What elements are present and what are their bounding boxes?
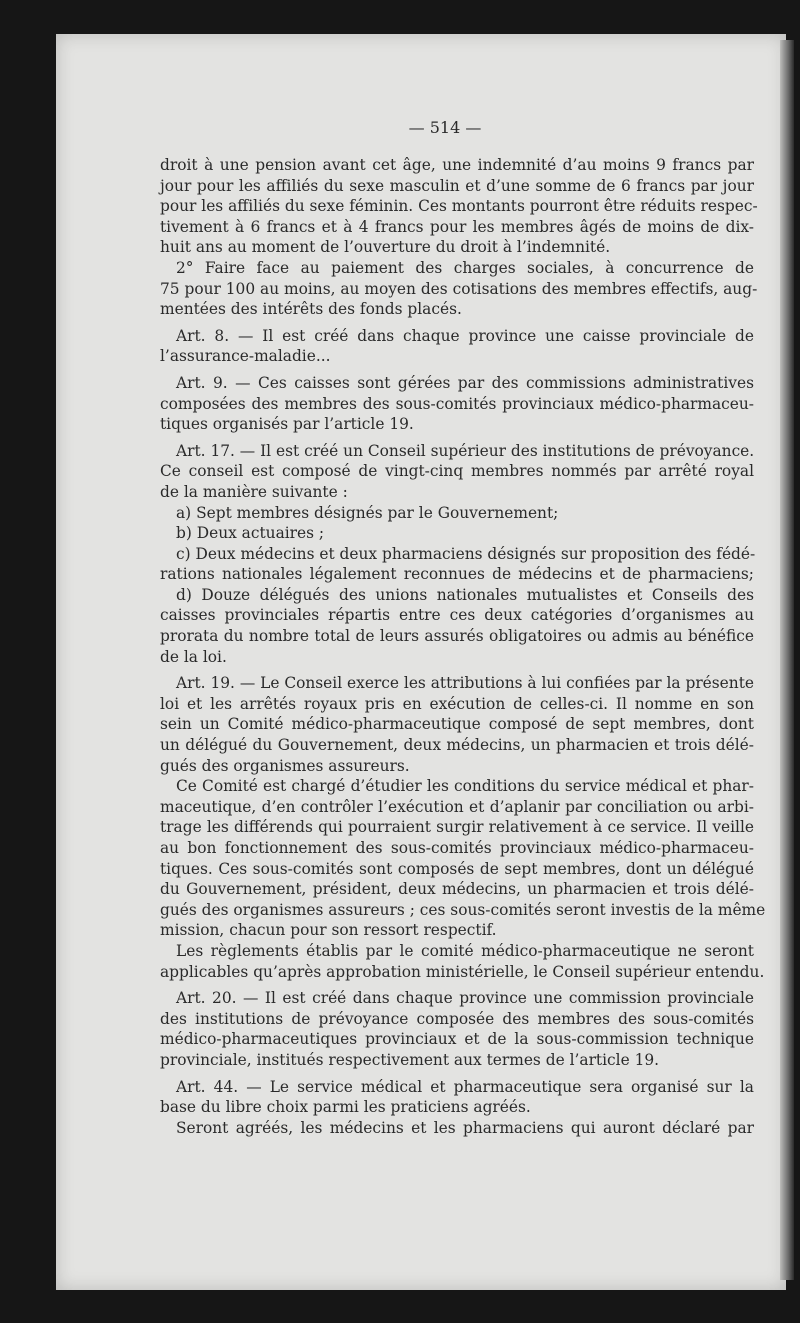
text-line: trage les différends qui pourraient surgir relativement à ce service. Il veille	[160, 818, 754, 837]
text-line: droit à une pension avant cet âge, une indemnité d’au moins 9 francs par	[160, 156, 754, 174]
text-line: rations nationales légalement reconnues de médecins et de pharmaciens;	[160, 565, 754, 584]
text-line: huit ans au moment de l’ouverture du droit à l’indemnité.	[160, 238, 611, 257]
text-line: applicables qu’après approbation ministérielle, le Conseil supérieur entendu.	[160, 962, 765, 981]
list-item-b: b) Deux actuaires ;	[176, 524, 325, 543]
text-line: gués des organismes assureurs.	[160, 756, 410, 775]
text-line: pour les affiliés du sexe féminin. Ces montants pourront être réduits respec-	[160, 197, 758, 216]
article-44-line: Art. 44. — Le service médical et pharmaceutique sera organisé sur la	[176, 1077, 754, 1096]
text-line: maceutique, d’en contrôler l’exécution et d’aplanir par conciliation ou arbi-	[160, 797, 754, 816]
text-line: mentées des intérêts des fonds placés.	[160, 300, 462, 319]
article-17-line: Art. 17. — Il est créé un Conseil supérieur des institutions de prévoyance.	[176, 441, 755, 460]
text-line: du Gouvernement, président, deux médecins, un pharmacien et trois délé-	[160, 880, 754, 899]
text-line: tiques organisés par l’article 19.	[160, 415, 414, 434]
text-line: 75 pour 100 au moins, au moyen des cotisations des membres effectifs, aug-	[160, 279, 758, 298]
text-line: Ce Comité est chargé d’étudier les conditions du service médical et phar-	[176, 777, 754, 796]
text-line: l’assurance-maladie...	[160, 347, 331, 366]
text-line: tivement à 6 francs et à 4 francs pour les membres âgés de moins de dix-	[160, 217, 754, 236]
list-item-d: d) Douze délégués des unions nationales mutualistes et Conseils des	[176, 585, 754, 604]
text-line: jour pour les affiliés du sexe masculin et d’une somme de 6 francs par jour	[160, 176, 754, 195]
text-line: des institutions de prévoyance composée des membres des sous-comités	[160, 1009, 754, 1028]
list-item-c: c) Deux médecins et deux pharmaciens désignés sur proposition des fédé-	[176, 544, 756, 563]
text-line: base du libre choix parmi les praticiens agréés.	[160, 1098, 531, 1117]
page-edge	[780, 40, 794, 1280]
text-line: loi et les arrêtés royaux pris en exécution de celles-ci. Il nomme en son	[160, 694, 754, 713]
text-line: gués des organismes assureurs ; ces sous-comités seront investis de la même	[160, 900, 766, 919]
article-19-line: Art. 19. — Le Conseil exerce les attributions à lui confiées par la présente	[176, 674, 754, 693]
text-line: au bon fonctionnement des sous-comités provinciaux médico-pharmaceu-	[160, 839, 754, 857]
body-text	[160, 155, 766, 1138]
list-item-a: a) Sept membres désignés par le Gouvernement;	[176, 503, 559, 522]
text-line: composées des membres des sous-comités provinciaux médico-pharmaceu-	[160, 394, 754, 413]
text-line: prorata du nombre total de leurs assurés obligatoires ou admis au bénéfice	[160, 627, 754, 646]
article-9-line: Art. 9. — Ces caisses sont gérées par des commissions administratives	[176, 373, 754, 392]
page-number: — 514 —	[408, 118, 482, 137]
text-line: sein un Comité médico-pharmaceutique composé de sept membres, dont	[160, 715, 754, 734]
text-line: Seront agréés, les médecins et les pharmaciens qui auront déclaré par	[176, 1118, 754, 1137]
article-8-line: Art. 8. — Il est créé dans chaque province une caisse provinciale de	[176, 326, 754, 345]
text-line: mission, chacun pour son ressort respectif.	[160, 921, 497, 940]
article-20-line: Art. 20. — Il est créé dans chaque province une commission provinciale	[176, 989, 754, 1008]
text-line: un délégué du Gouvernement, deux médecins, un pharmacien et trois délé-	[160, 736, 754, 755]
text-line: médico-pharmaceutiques provinciaux et de la sous-commission technique	[160, 1030, 754, 1049]
text-line: tiques. Ces sous-comités sont composés de sept membres, dont un délégué	[160, 859, 754, 878]
text-line: Ce conseil est composé de vingt-cinq membres nommés par arrêté royal	[160, 462, 754, 481]
text-line: de la loi.	[160, 647, 227, 666]
text-line: caisses provinciales répartis entre ces deux catégories d’organismes au	[160, 606, 754, 625]
text-line: provinciale, institués respectivement aux termes de l’article 19.	[160, 1050, 660, 1069]
text-line: de la manière suivante :	[160, 482, 348, 501]
text-line: 2° Faire face au paiement des charges sociales, à concurrence de	[176, 258, 754, 277]
text-line: Les règlements établis par le comité médico-pharmaceutique ne seront	[176, 941, 754, 960]
